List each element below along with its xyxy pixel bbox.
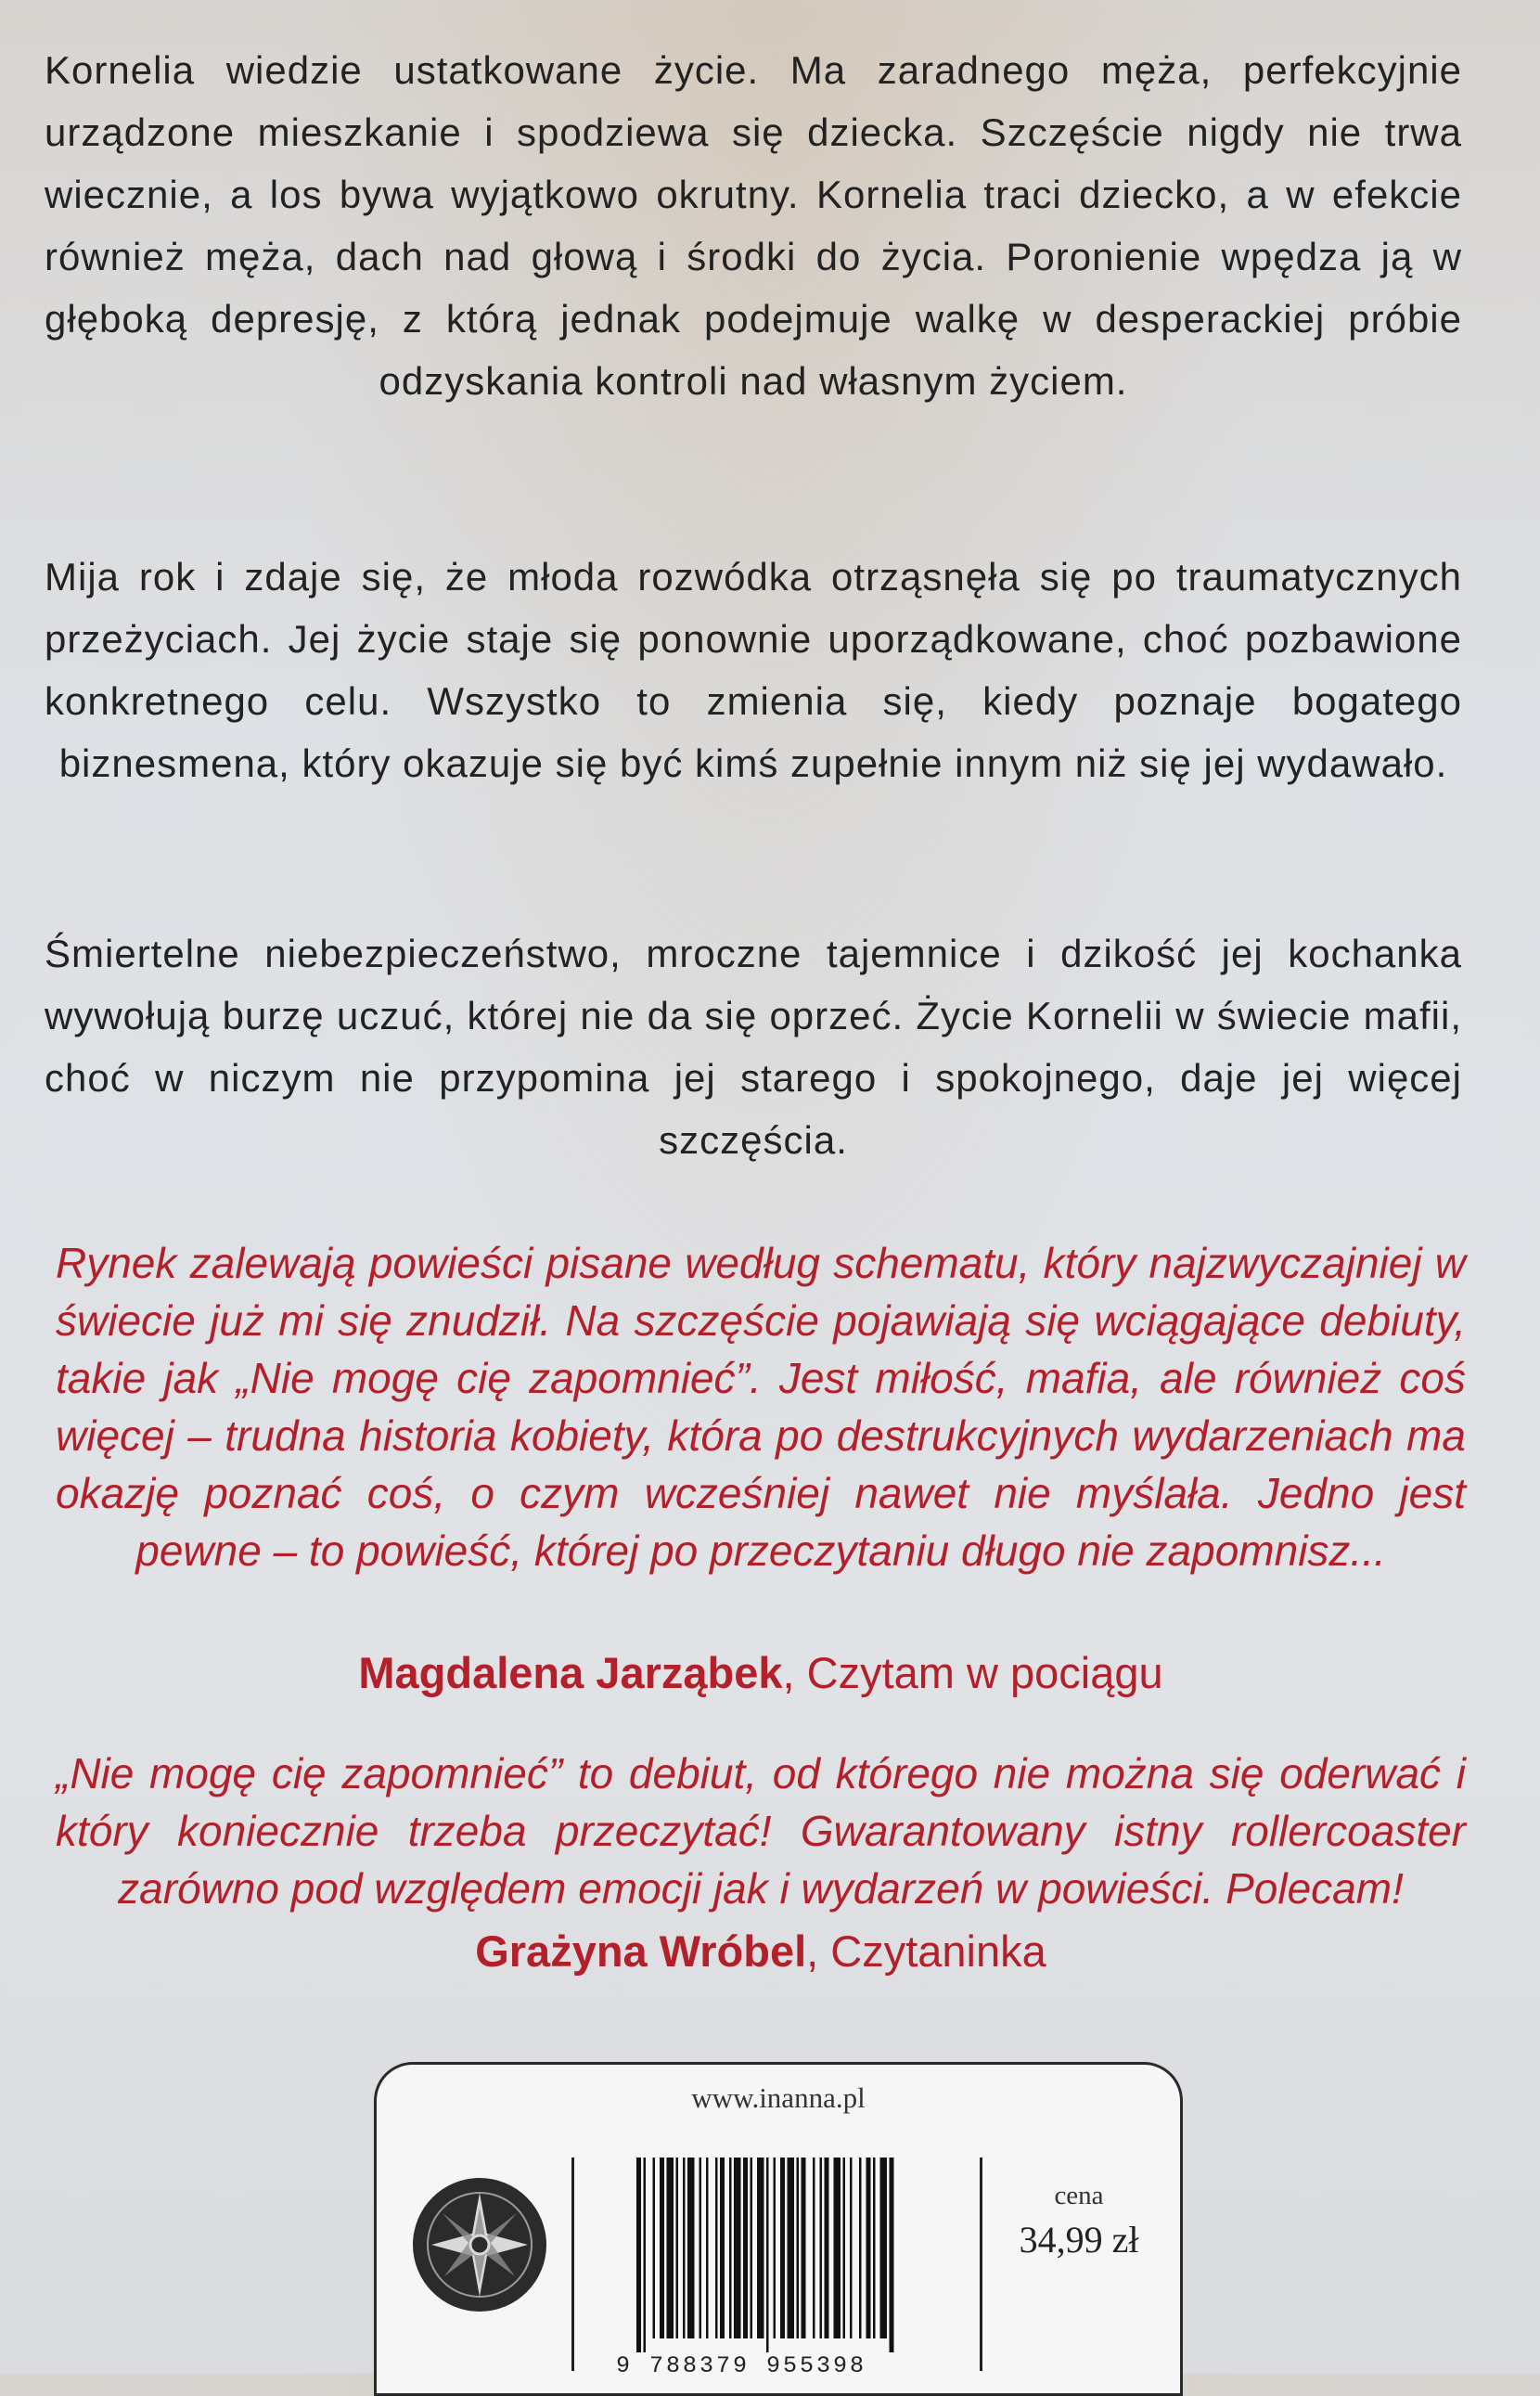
publisher-info-box bbox=[374, 2062, 1183, 2396]
barcode-bar bbox=[751, 2158, 753, 2338]
barcode-bar bbox=[780, 2158, 785, 2338]
price-value: 34,99 zł bbox=[1019, 2219, 1139, 2261]
barcode-bar bbox=[825, 2158, 829, 2338]
blurb-paragraph-1: Kornelia wiedzie ustatkowane życie. Ma zaradnego męża, perfekcyjnie urządzone mieszkanie i spodziewa się dziecka. Szczęście nigdy nie trwa wiecznie, a los bywa wyjątkowo okrutny. Kornelia traci dziecko, a w efekcie również męża, dach nad głową i środki do życia. Poronienie wpędza ją w głęboką depresję, z którą jednak podejmuje walkę w desperackiej próbie odzyskania kontroli nad własnym życiem. bbox=[45, 48, 1462, 403]
barcode-bar bbox=[660, 2158, 664, 2338]
divider-right bbox=[980, 2158, 982, 2371]
barcode-bar bbox=[797, 2158, 800, 2338]
price-label: cena bbox=[1054, 2181, 1104, 2210]
review-credit-1 bbox=[56, 1644, 1466, 1702]
barcode-bar bbox=[734, 2158, 741, 2338]
barcode-bar bbox=[820, 2158, 823, 2338]
barcode-bar bbox=[890, 2158, 894, 2352]
barcode-bar bbox=[834, 2158, 841, 2338]
barcode-bar bbox=[813, 2158, 815, 2338]
barcode-bar bbox=[720, 2158, 725, 2338]
barcode-bar bbox=[774, 2158, 776, 2338]
barcode-bar bbox=[757, 2158, 764, 2338]
barcode-bar bbox=[866, 2158, 871, 2338]
barcode-bar bbox=[699, 2158, 702, 2338]
blurb-paragraph-3: Śmiertelne niebezpieczeństwo, mroczne tajemnice i dzikość jej kochanka wywołują burzę uczuć, której nie da się oprzeć. Życie Kornelii w świecie mafii, choć w niczym nie przypomina jej starego i spokojnego, daje jej więcej szczęścia. bbox=[45, 932, 1462, 1162]
barcode-bar bbox=[644, 2158, 647, 2352]
barcode-bar bbox=[880, 2158, 888, 2338]
review-source-1: , Czytam w pociągu bbox=[782, 1648, 1163, 1697]
barcode-bar bbox=[715, 2158, 718, 2338]
barcode-bar bbox=[687, 2158, 695, 2338]
barcode-bar bbox=[843, 2158, 846, 2338]
barcode-bar bbox=[766, 2158, 769, 2352]
barcode-icon bbox=[636, 2158, 952, 2352]
barcode-bar bbox=[802, 2158, 806, 2338]
barcode-bar bbox=[653, 2158, 656, 2338]
barcode-bar bbox=[729, 2158, 732, 2338]
review-quote-1: Rynek zalewają powieści pisane według schematu, który najzwyczajniej w świecie już mi się znudził. Na szczęście pojawiają się wciągające debiuty, takie jak „Nie mogę cię zapomnieć”. Jest miłość, mafia, ale również coś więcej – trudna historia kobiety, która po destrukcyjnych wydarzeniach ma okazję poznać coś, o czym wcześniej nawet nie myślała. Jedno jest pewne – to powieść, której po przeczytaniu długo nie zapomnisz... bbox=[56, 1239, 1466, 1575]
star-compass-icon bbox=[411, 2176, 548, 2313]
barcode-bar bbox=[667, 2158, 674, 2338]
barcode-bar bbox=[788, 2158, 795, 2338]
barcode-bar bbox=[683, 2158, 686, 2338]
barcode-bar bbox=[859, 2158, 862, 2338]
review-author-1: Magdalena Jarząbek bbox=[358, 1648, 783, 1697]
review-source-2: , Czytaninka bbox=[806, 1926, 1046, 1976]
barcode-bar bbox=[676, 2158, 679, 2338]
barcode-bar bbox=[706, 2158, 709, 2338]
divider-left bbox=[571, 2158, 574, 2371]
barcode-bar bbox=[850, 2158, 853, 2338]
barcode-bar bbox=[743, 2158, 748, 2338]
blurb-paragraph-2: Mija rok i zdaje się, że młoda rozwódka otrząsnęła się po traumatycznych przeżyciach. Jej życie staje się ponownie uporządkowane, choć pozbawione konkretnego celu. Wszystko to zmienia się, kiedy poznaje bogatego biznesmena, który okazuje się być kimś zupełnie innym niż się jej wydawało. bbox=[45, 555, 1462, 785]
review-credit-2 bbox=[56, 1923, 1466, 1980]
barcode-bar bbox=[636, 2158, 641, 2352]
isbn-digits: 9 788379 955398 bbox=[616, 2352, 867, 2379]
review-author-2: Grażyna Wróbel bbox=[475, 1926, 807, 1976]
publisher-website[interactable]: www.inanna.pl bbox=[691, 2081, 866, 2114]
review-quote-2: „Nie mogę cię zapomnieć” to debiut, od którego nie można się oderwać i który koniecznie trzeba przeczytać! Gwarantowany istny rollercoaster zarówno pod względem emocji jak i wydarzeń w powieści. Polecam! bbox=[56, 1749, 1466, 1913]
barcode-bar bbox=[873, 2158, 876, 2338]
